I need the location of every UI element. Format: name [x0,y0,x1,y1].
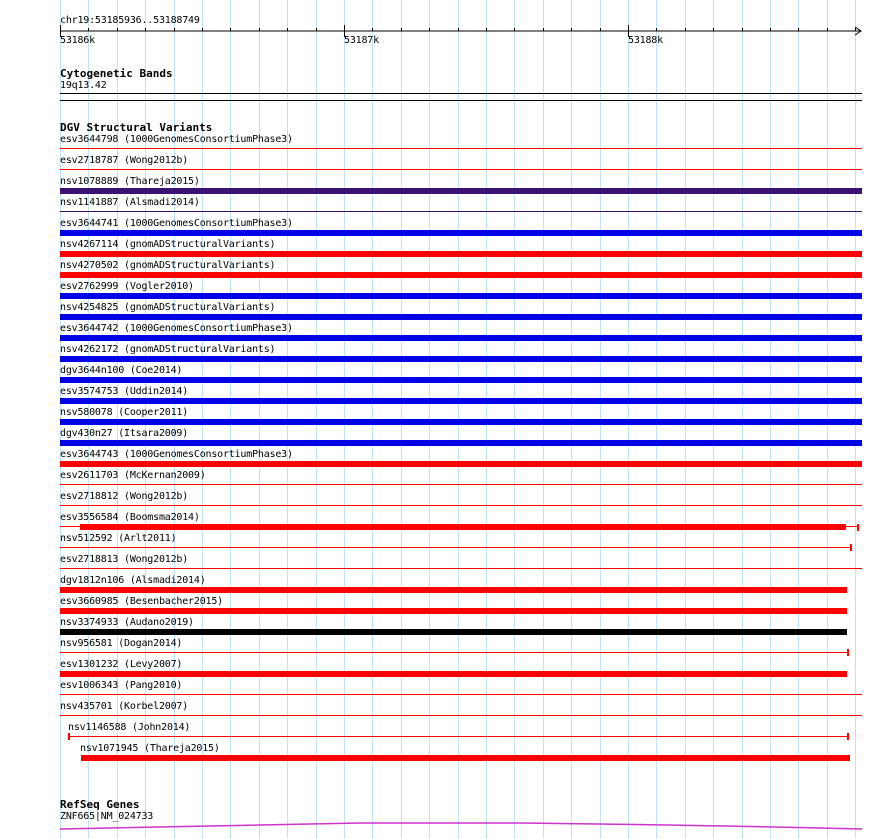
variant-bar[interactable] [60,148,862,149]
variant-bar[interactable] [68,736,848,737]
variant-bar[interactable] [60,398,862,404]
variant-bar[interactable] [60,293,862,299]
cytoband-label: 19q13.42 [60,80,107,91]
variant-label[interactable]: nsv1141887 (Alsmadi2014) [60,197,200,208]
variant-label[interactable]: esv3660985 (Besenbacher2015) [60,596,223,607]
variant-bar[interactable] [60,629,847,635]
variant-bar[interactable] [60,652,848,653]
variant-bar[interactable] [60,419,862,425]
variant-bar[interactable] [60,505,862,506]
variant-bar[interactable] [60,568,862,569]
variant-bar[interactable] [60,715,862,716]
variant-bar[interactable] [60,608,847,614]
variant-label[interactable]: esv2718813 (Wong2012b) [60,554,189,565]
variant-label[interactable]: nsv1146588 (John2014) [68,722,191,733]
variant-bar[interactable] [60,377,862,383]
refseq-track-title[interactable]: RefSeq Genes [60,798,140,811]
variant-label[interactable]: nsv956581 (Dogan2014) [60,638,183,649]
cytoband-bar-top [60,93,862,94]
variant-bar[interactable] [60,484,862,485]
variant-label[interactable]: esv3644743 (1000GenomesConsortiumPhase3) [60,449,293,460]
variant-label[interactable]: esv1301232 (Levy2007) [60,659,183,670]
variant-label[interactable]: esv3556584 (Boomsma2014) [60,512,200,523]
variant-label[interactable]: esv2718812 (Wong2012b) [60,491,189,502]
variant-bar[interactable] [60,230,862,236]
variant-bar[interactable] [60,671,847,677]
variant-label[interactable]: nsv580078 (Cooper2011) [60,407,189,418]
gene-intron-line [60,823,862,829]
variant-label[interactable]: nsv512592 (Arlt2011) [60,533,177,544]
variant-end-cap [847,733,849,740]
cytogenetic-track-title[interactable]: Cytogenetic Bands [60,67,173,80]
variant-label[interactable]: nsv4254825 (gnomADStructuralVariants) [60,302,276,313]
variant-bar[interactable] [60,335,862,341]
variant-label[interactable]: nsv4267114 (gnomADStructuralVariants) [60,239,276,250]
variant-bar-extension [60,526,80,527]
variant-bar[interactable] [60,461,862,467]
variant-label[interactable]: nsv1071945 (Thareja2015) [80,743,220,754]
variant-bar[interactable] [60,356,862,362]
variant-bar[interactable] [80,524,846,530]
variant-bar[interactable] [60,188,862,194]
variant-label[interactable]: esv3644798 (1000GenomesConsortiumPhase3) [60,134,293,145]
variant-bar[interactable] [60,440,862,446]
variant-bar[interactable] [60,169,862,170]
region-label: chr19:53185936..53188749 [60,15,200,26]
variant-end-cap [68,733,70,740]
variant-label[interactable]: nsv4262172 (gnomADStructuralVariants) [60,344,276,355]
gene-label[interactable]: ZNF665|NM_024733 [60,811,154,822]
variant-end-cap [850,544,852,551]
variant-bar[interactable] [60,314,862,320]
ruler-tick-label-0: 53186k [60,35,95,46]
variant-end-cap [857,524,859,531]
variant-label[interactable]: esv2762999 (Vogler2010) [60,281,194,292]
ruler-tick-label-2: 53188k [628,35,663,46]
variant-label[interactable]: esv1006343 (Pang2010) [60,680,183,691]
variant-label[interactable]: dgv3644n100 (Coe2014) [60,365,183,376]
variant-label[interactable]: esv3644742 (1000GenomesConsortiumPhase3) [60,323,293,334]
variant-bar[interactable] [81,755,850,761]
variant-label[interactable]: esv2611703 (McKernan2009) [60,470,206,481]
variant-label[interactable]: nsv4270502 (gnomADStructuralVariants) [60,260,276,271]
variant-label[interactable]: nsv435701 (Korbel2007) [60,701,189,712]
variant-end-cap [847,649,849,656]
variant-label[interactable]: dgv1812n106 (Alsmadi2014) [60,575,206,586]
variant-label[interactable]: esv3574753 (Uddin2014) [60,386,189,397]
variant-label[interactable]: nsv3374933 (Audano2019) [60,617,194,628]
variant-bar[interactable] [60,272,862,278]
ruler-axis [0,24,890,38]
variant-bar[interactable] [60,587,847,593]
dgv-track-title[interactable]: DGV Structural Variants [60,121,213,134]
variant-bar[interactable] [60,211,862,212]
variant-bar[interactable] [60,251,862,257]
cytoband-bar-bottom [60,100,862,101]
variant-label[interactable]: esv3644741 (1000GenomesConsortiumPhase3) [60,218,293,229]
variant-bar[interactable] [60,547,851,548]
variant-label[interactable]: nsv1078889 (Thareja2015) [60,176,200,187]
variant-label[interactable]: esv2718787 (Wong2012b) [60,155,189,166]
variant-label[interactable]: dgv430n27 (Itsara2009) [60,428,189,439]
variant-bar[interactable] [60,694,862,695]
ruler-tick-label-1: 53187k [344,35,379,46]
gene-model[interactable] [0,818,890,832]
